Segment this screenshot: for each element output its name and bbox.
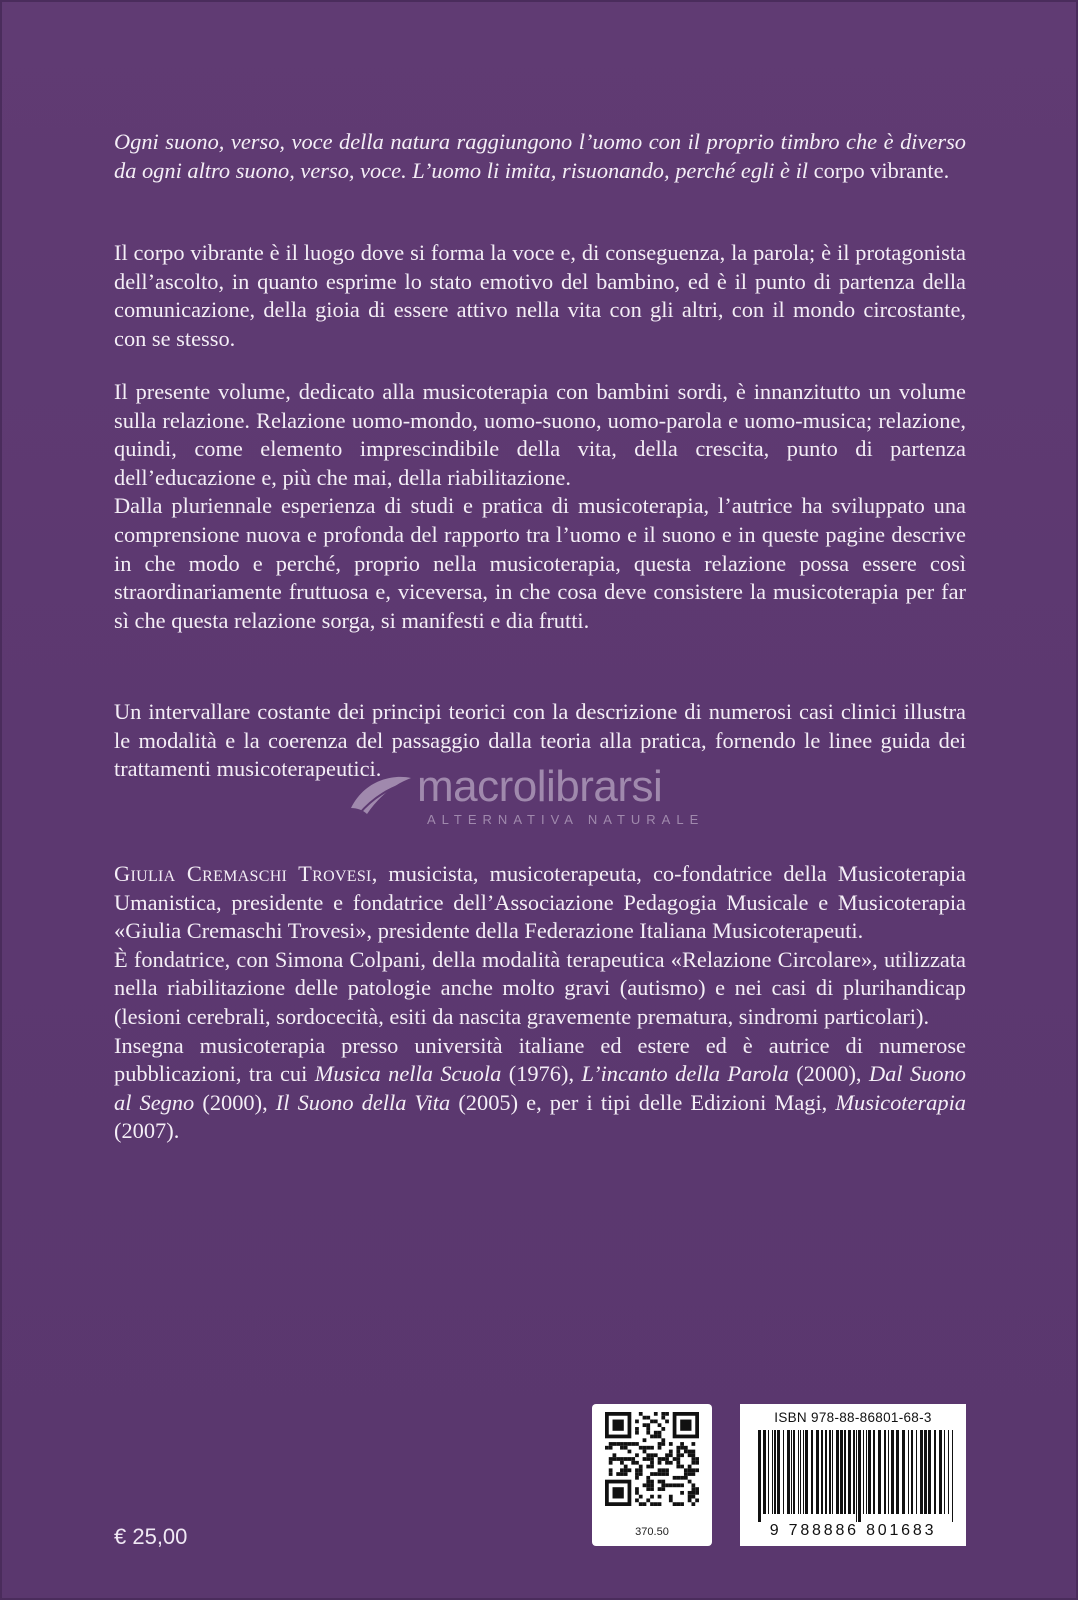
author-bio-text: Insegna musicoterapia presso università italiane ed estere ed è autrice di numerose pubblicazioni, tra cui — [114, 1032, 966, 1087]
qr-code-box — [592, 1404, 712, 1546]
work-year: (1976), — [508, 1061, 575, 1087]
author-bio — [114, 860, 966, 1146]
paragraph-text: Dalla pluriennale esperienza di studi e pratica di musicoterapia, l’autrice ha sviluppato una comprensione nuova e profonda del rapporto tra l’uomo e il suono e in queste pagine descrive in che modo e perché, proprio nella musicoterapia, questa relazione possa essere così straordinariamente fruttuosa e, viceversa, in che cosa deve consistere la musicoterapia per far sì che questa relazione sorga, si manifesti e dia frutti. — [114, 493, 966, 633]
paragraph-text: Un intervallare costante dei principi teorici con la descrizione di numerosi casi clinici illustra le modalità e la coerenza del passaggio dalla teoria alla pratica, fornendo le linee guida dei trattamenti musicoterapeutici. — [114, 699, 966, 782]
work-title: Dal Suono al Segno — [114, 1061, 966, 1115]
work-title: Musica nella Scuola — [314, 1061, 502, 1087]
author-bio-text: , musicista, musicoterapeuta, co-fondatrice della Musicoterapia Umanistica, presidente e fondatrice dell’Associazione Pedagogia Musicale e Musicoterapia «Giulia Cremaschi Trovesi», presidente della Federazione Italiana Musicoterapeuti. — [114, 861, 966, 944]
intro-italic: Ogni suono, verso, voce della natura raggiungono l’uomo con il proprio timbro che è diverso da ogni altro suono, verso, voce. L’uomo li imita, risuonando, perché egli è il — [114, 129, 966, 183]
watermark-name: macrolibrarsi — [417, 762, 663, 811]
paragraph-volume — [114, 378, 966, 635]
isbn-barcode — [740, 1404, 966, 1546]
ean-digits: 9 788886 801683 — [769, 1522, 937, 1539]
qr-code-icon — [605, 1412, 699, 1506]
paragraph-text: Il presente volume, dedicato alla musicoterapia con bambini sordi, è innanzitutto un volume sulla relazione. Relazione uomo-mondo, uomo-suono, uomo-parola e uomo-musica; relazione, quindi, come elemento imprescindibile della vita, della crescita, punto di partenza dell’educazione e, più che mai, della riabilitazione. — [114, 379, 966, 490]
work-title: L’incanto della Parola — [581, 1061, 789, 1087]
paragraph-corpo-vibrante — [114, 239, 966, 353]
intro-upright: corpo vibrante. — [813, 157, 950, 183]
work-year: (2000), — [796, 1061, 862, 1087]
intro-paragraph — [114, 128, 966, 185]
isbn-number: ISBN 978-88-86801-68-3 — [774, 1410, 932, 1425]
author-name: Giulia Cremaschi Trovesi — [114, 861, 372, 886]
watermark — [345, 762, 745, 832]
watermark-tagline: ALTERNATIVA NATURALE — [427, 812, 705, 827]
price-label: € 25,00 — [114, 1524, 188, 1549]
work-year: (2005) e, per i tipi delle Edizioni Magi, — [458, 1089, 828, 1115]
work-title: Il Suono della Vita — [275, 1089, 451, 1115]
work-title: Musicoterapia — [835, 1089, 966, 1115]
work-year: (2007). — [114, 1118, 180, 1144]
qr-label: 370.50 — [635, 1526, 669, 1538]
work-year: (2000), — [202, 1089, 268, 1115]
leaf-logo-icon — [345, 770, 415, 820]
barcode-icon — [754, 1430, 960, 1522]
paragraph-text: Il corpo vibrante è il luogo dove si forma la voce e, di conseguenza, la parola; è il protagonista dell’ascolto, in quanto esprime lo stato emotivo del bambino, ed è il punto di partenza della comunicazione, della gioia di essere attivo nella vita con gli altri, con il mondo circostante, con se stesso. — [114, 240, 966, 351]
author-bio-text: È fondatrice, con Simona Colpani, della modalità terapeutica «Relazione Circolare», utilizzata nella riabilitazione delle patologie anche molto gravi (autismo) e nei casi di plurihandicap (lesioni cerebrali, sordocecità, esiti da nascita gravemente prematura, sindromi particolari). — [114, 946, 966, 1029]
